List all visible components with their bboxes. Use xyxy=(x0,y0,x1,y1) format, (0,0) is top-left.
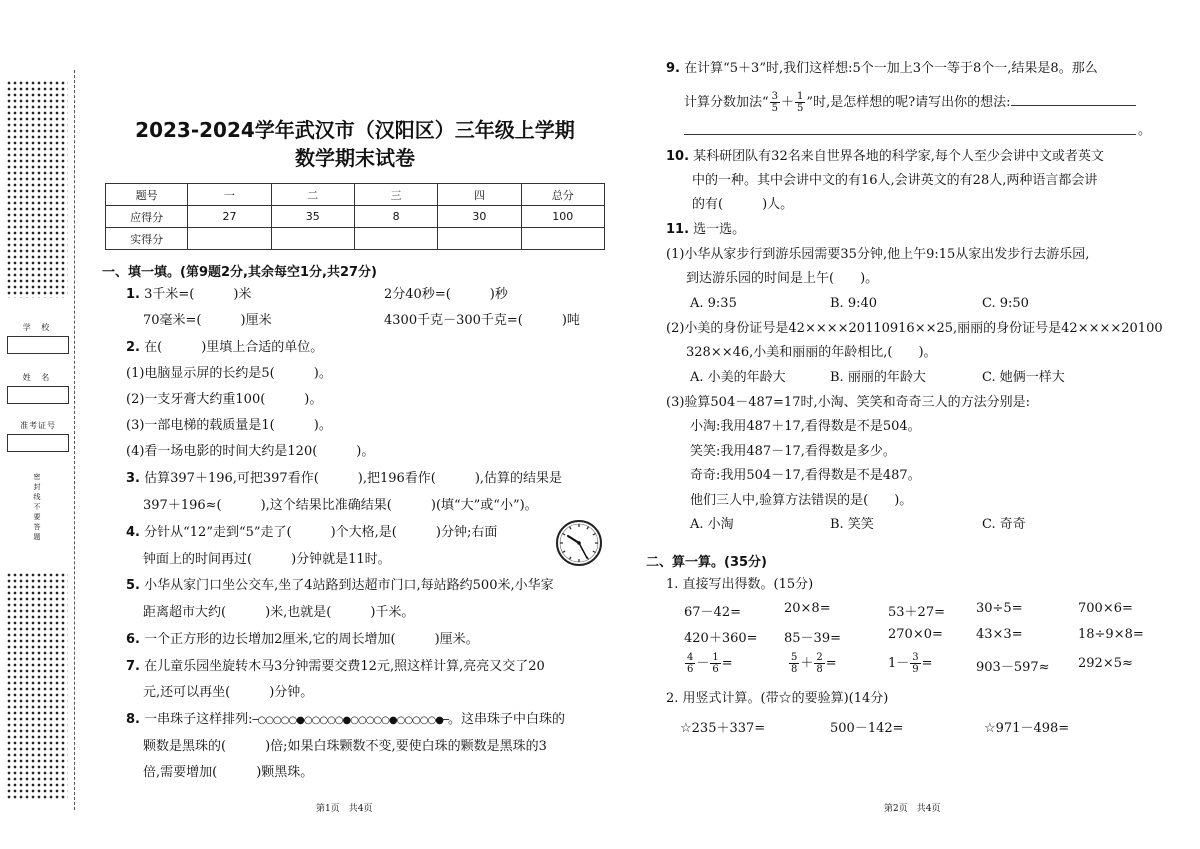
option-b[interactable]: B. 笑笑 xyxy=(830,517,874,532)
question-number: 4. xyxy=(126,525,140,540)
denominator: 9 xyxy=(912,664,919,675)
question-text: 在儿童乐园坐旋转木马3分钟需要交费12元,照这样计算,亮亮又交了20 xyxy=(144,659,545,674)
question-text: 。这串珠子中白珠的 xyxy=(447,712,565,727)
option-c[interactable]: C. 她俩一样大 xyxy=(982,370,1065,385)
table-cell: 一 xyxy=(188,184,271,206)
fraction xyxy=(710,652,720,675)
score-input-cell[interactable] xyxy=(188,228,271,250)
answer-end-mark: 。 xyxy=(1138,123,1152,138)
calc-item: 292×5≈ xyxy=(1078,656,1133,671)
question-10-line2: 中的一种。其中会讲中文的有16人,会讲英文的有28人,两种语言都会讲 xyxy=(692,173,1098,188)
calc-item-fraction xyxy=(888,652,933,675)
binding-strip xyxy=(0,0,76,849)
score-table-row xyxy=(106,206,605,228)
numerator: 2 xyxy=(816,652,823,663)
section-1-heading: 一、填一填。(第9题2分,其余每空1分,共27分) xyxy=(102,265,377,280)
calc-item: 270×0= xyxy=(888,627,943,642)
question-text: 选一选。 xyxy=(693,222,746,237)
table-cell: 8 xyxy=(354,206,437,228)
score-table xyxy=(105,183,605,250)
score-table-header xyxy=(106,184,605,206)
score-input-cell[interactable] xyxy=(354,228,437,250)
question-11-3-line4: 奇奇:我用504－17,看得数是不是487。 xyxy=(690,468,921,483)
table-cell: 应得分 xyxy=(106,206,188,228)
question-2-4: (4)看一场电影的时间大约是120( )。 xyxy=(126,444,375,459)
exam-no-field[interactable] xyxy=(7,434,69,452)
question-5-line2: 距离超市大约( )米,也就是( )千米。 xyxy=(143,605,415,620)
score-table-row xyxy=(106,228,605,250)
question-5 xyxy=(126,577,554,595)
calc-2-title: 2. 用竖式计算。(带☆的要验算)(14分) xyxy=(666,691,889,706)
option-c[interactable]: C. 9:50 xyxy=(982,296,1029,311)
calc-item: 85－39= xyxy=(784,631,841,646)
numerator: 1 xyxy=(712,652,719,663)
binding-dots-bottom xyxy=(6,572,68,800)
operator: － xyxy=(696,656,710,671)
question-10-line3: 的有( )人。 xyxy=(692,197,794,212)
table-cell: 二 xyxy=(271,184,354,206)
calc-item: 20×8= xyxy=(784,601,831,616)
denominator: 5 xyxy=(797,103,804,114)
question-1 xyxy=(126,286,251,304)
question-number: 10. xyxy=(666,149,690,164)
question-number: 9. xyxy=(666,61,680,76)
question-number: 7. xyxy=(126,659,140,674)
fraction xyxy=(770,91,780,114)
score-input-cell[interactable] xyxy=(271,228,354,250)
answer-line[interactable] xyxy=(684,122,1136,135)
page-footer: 第2页 共4页 xyxy=(884,804,941,814)
table-cell: 30 xyxy=(438,206,521,228)
question-text: 一串珠子这样排列: xyxy=(144,712,253,727)
operator: ＋ xyxy=(781,95,795,110)
calc-item: 53＋27= xyxy=(888,605,945,620)
question-number: 8. xyxy=(126,712,140,727)
calc-item: 43×3= xyxy=(976,627,1023,642)
question-text: 一个正方形的边长增加2厘米,它的周长增加( )厘米。 xyxy=(144,632,479,647)
question-7 xyxy=(126,658,545,676)
table-cell: 题号 xyxy=(106,184,188,206)
question-8 xyxy=(126,711,565,730)
option-a[interactable]: A. 9:35 xyxy=(690,296,737,311)
denominator: 5 xyxy=(771,103,779,114)
calc-item: 420＋360= xyxy=(684,631,758,646)
question-11-2-line2: 328××46,小美和丽丽的年龄相比,( )。 xyxy=(686,345,937,360)
table-cell: 35 xyxy=(271,206,354,228)
page-footer: 第1页 共4页 xyxy=(316,804,373,814)
question-3 xyxy=(126,470,562,488)
fraction xyxy=(685,652,695,675)
vertical-calc-item: ☆971－498= xyxy=(984,721,1070,736)
denominator: 8 xyxy=(791,664,798,675)
question-8-line2: 颗数是黑珠的( )倍;如果白珠颗数不变,要使白珠的颗数是黑珠的3 xyxy=(143,739,547,754)
denominator: 6 xyxy=(687,664,694,675)
calc-item: 67－42= xyxy=(684,605,741,620)
question-text: 3千米=( )米 xyxy=(144,287,252,302)
score-input-cell[interactable] xyxy=(521,228,604,250)
question-11-1: (1)小华从家步行到游乐园需要35分钟,他上午9:15从家出发步行去游乐园, xyxy=(666,247,1090,262)
question-text: 小华从家门口坐公交车,坐了4站路到达超市门口,每站路约500米,小华家 xyxy=(144,578,554,593)
question-2-2: (2)一支牙膏大约重100( )。 xyxy=(126,392,323,407)
exam-no-label: 准考证号 xyxy=(20,421,56,430)
question-text: ”时,是怎样想的呢?请写出你的想法: xyxy=(806,95,1011,110)
calc-item: 700×6= xyxy=(1078,601,1133,616)
name-field[interactable] xyxy=(7,386,69,404)
question-number: 3. xyxy=(126,471,140,486)
question-text: 在( )里填上合适的单位。 xyxy=(144,340,324,355)
operator: = xyxy=(721,656,733,671)
question-text: 在计算“5＋3”时,我们这样想:5个一加上3个一等于8个一,结果是8。那么 xyxy=(684,61,1098,76)
calc-item: 903－597≈ xyxy=(976,660,1050,675)
question-10 xyxy=(666,148,1104,166)
clock-face-icon xyxy=(554,518,604,568)
question-2 xyxy=(126,339,323,357)
numerator: 5 xyxy=(791,652,798,663)
option-a[interactable]: A. 小美的年龄大 xyxy=(690,370,786,385)
question-9 xyxy=(666,60,1098,78)
question-11-3-line3: 笑笑:我用487－17,看得数是多少。 xyxy=(690,444,896,459)
question-11-3: (3)验算504－487=17时,小淘、笑笑和奇奇三人的方法分别是: xyxy=(666,395,1030,410)
option-b[interactable]: B. 丽丽的年龄大 xyxy=(830,370,926,385)
vertical-calc-item: 500－142= xyxy=(830,721,904,736)
question-4-line2: 钟面上的时间再过( )分钟就是11时。 xyxy=(143,552,391,567)
score-input-cell[interactable] xyxy=(438,228,521,250)
calc-item: 18÷9×8= xyxy=(1078,627,1144,642)
question-1b: 2分40秒=( )秒 xyxy=(384,287,508,302)
numerator: 4 xyxy=(687,652,694,663)
question-number: 2. xyxy=(126,340,140,355)
seal-line xyxy=(74,70,75,810)
question-11-2: (2)小美的身份证号是42××××20110916××25,丽丽的身份证号是42××××20100 xyxy=(666,321,1163,336)
fraction xyxy=(814,652,824,675)
exam-title-line1: 2023-2024学年武汉市（汉阳区）三年级上学期 xyxy=(135,118,575,142)
question-text: 某科研团队有32名来自世界各地的科学家,每个人至少会讲中文或者英文 xyxy=(693,149,1104,164)
denominator: 8 xyxy=(816,664,823,675)
question-number: 5. xyxy=(126,578,140,593)
table-cell: 27 xyxy=(188,206,271,228)
bead-string: ─○○○○○●○○○○○●○○○○○●○○○○○●─ xyxy=(252,715,448,726)
calc-1-title: 1. 直接写出得数。(15分) xyxy=(666,577,814,592)
question-number: 6. xyxy=(126,632,140,647)
operator: = xyxy=(825,656,837,671)
option-b[interactable]: B. 9:40 xyxy=(830,296,878,311)
fraction xyxy=(789,652,799,675)
table-cell: 实得分 xyxy=(106,228,188,250)
fraction xyxy=(910,652,920,675)
question-text: 分针从“12”走到“5”走了( )个大格,是( )分钟;右面 xyxy=(144,525,498,540)
question-number: 11. xyxy=(666,222,690,237)
table-cell: 总分 xyxy=(521,184,604,206)
table-cell: 四 xyxy=(438,184,521,206)
question-3-line2: 397＋196≈( ),这个结果比准确结果( )(填“大”或“小”)。 xyxy=(143,498,538,513)
question-text: 计算分数加法“ xyxy=(684,95,769,110)
operator: = xyxy=(921,656,933,671)
calc-item-fraction xyxy=(788,652,837,675)
question-8-line3: 倍,需要增加( )颗黑珠。 xyxy=(143,765,314,780)
question-4 xyxy=(126,524,497,542)
fraction xyxy=(795,91,805,114)
question-number: 1. xyxy=(126,287,140,302)
operator: 1－ xyxy=(888,656,910,671)
binding-dots-top xyxy=(6,80,68,298)
operator: ＋ xyxy=(800,656,814,671)
school-label: 学 校 xyxy=(22,323,54,332)
option-a[interactable]: A. 小淘 xyxy=(690,517,734,532)
calc-item: 30÷5= xyxy=(976,601,1023,616)
vertical-calc-item: ☆235＋337= xyxy=(680,721,766,736)
calc-item-fraction xyxy=(684,652,733,675)
seal-text: 密封线不要答题 xyxy=(33,473,41,541)
answer-line[interactable] xyxy=(1011,93,1136,106)
section-2-heading: 二、算一算。(35分) xyxy=(646,555,767,570)
question-1d: 4300千克－300千克=( )吨 xyxy=(384,313,580,328)
question-11 xyxy=(666,221,745,239)
name-label: 姓 名 xyxy=(22,373,54,382)
numerator: 3 xyxy=(771,91,779,102)
table-cell: 三 xyxy=(354,184,437,206)
school-field[interactable] xyxy=(7,336,69,354)
denominator: 6 xyxy=(712,664,719,675)
question-6 xyxy=(126,631,479,649)
question-11-3-line2: 小淘:我用487＋17,看得数是不是504。 xyxy=(690,419,921,434)
option-c[interactable]: C. 奇奇 xyxy=(982,517,1026,532)
question-2-3: (3)一部电梯的载质量是1( )。 xyxy=(126,418,332,433)
question-2-1: (1)电脑显示屏的长约是5( )。 xyxy=(126,366,332,381)
exam-title-line2: 数学期末试卷 xyxy=(295,146,415,170)
question-11-1-line2: 到达游乐园的时间是上午( )。 xyxy=(686,271,879,286)
numerator: 3 xyxy=(912,652,919,663)
question-1c: 70毫米=( )厘米 xyxy=(143,313,272,328)
question-text: 估算397＋196,可把397看作( ),把196看作( ),估算的结果是 xyxy=(144,471,563,486)
question-9-line2 xyxy=(684,91,1136,115)
numerator: 1 xyxy=(797,91,804,102)
question-7-line2: 元,还可以再坐( )分钟。 xyxy=(143,685,314,700)
table-cell: 100 xyxy=(521,206,604,228)
question-11-3-line5: 他们三人中,验算方法错误的是( )。 xyxy=(690,493,913,508)
